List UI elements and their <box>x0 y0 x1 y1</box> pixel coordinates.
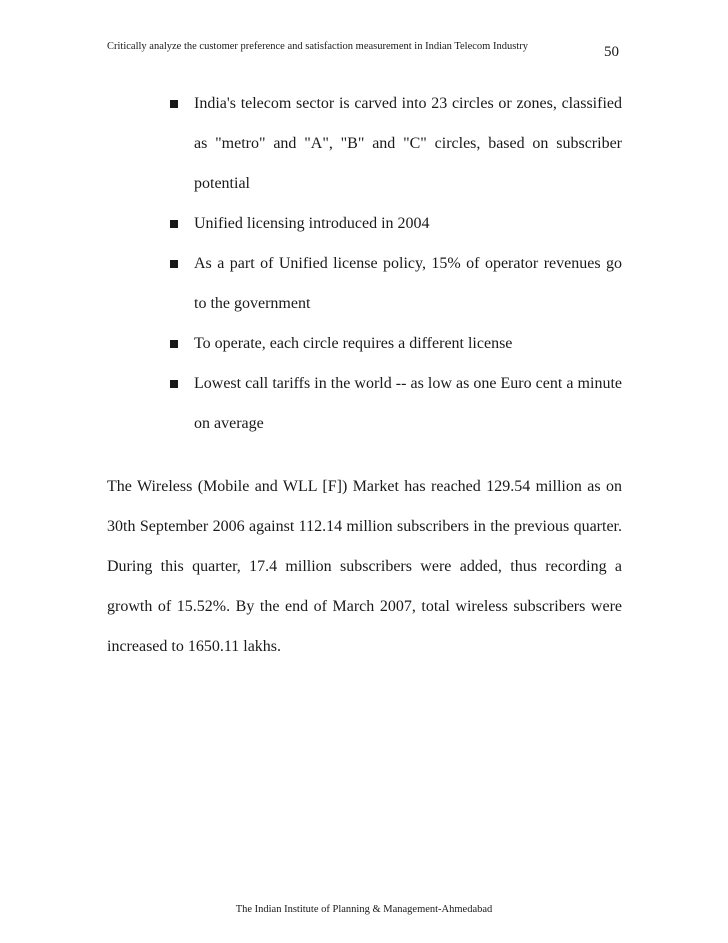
bullet-text: Unified licensing introduced in 2004 <box>194 215 430 232</box>
bullet-item <box>170 204 622 244</box>
bullet-item <box>170 84 622 204</box>
square-bullet-icon <box>170 260 178 268</box>
square-bullet-icon <box>170 220 178 228</box>
bullet-text: As a part of Unified license policy, 15% of operator revenues go to the government <box>194 255 622 312</box>
bullet-text: To operate, each circle requires a different license <box>194 335 513 352</box>
square-bullet-icon <box>170 100 178 108</box>
bullet-item <box>170 324 622 364</box>
page-number: 50 <box>604 44 619 60</box>
bullet-text: India's telecom sector is carved into 23 circles or zones, classified as "metro" and "A", "B" and "C" circles, based on subscriber potential <box>194 95 622 192</box>
square-bullet-icon <box>170 340 178 348</box>
square-bullet-icon <box>170 380 178 388</box>
page-footer: The Indian Institute of Planning & Management-Ahmedabad <box>235 904 493 915</box>
bullet-item <box>170 244 622 324</box>
body-paragraph: The Wireless (Mobile and WLL [F]) Market has reached 129.54 million as on 30th September 2006 against 112.14 million subscribers in the previous quarter. During this quarter, 17.4 million subscribers were added, thus recording a growth of 15.52%. By the end of March 2007, total wireless subscribers were increased to 1650.11 lakhs. <box>107 478 622 655</box>
running-header: Critically analyze the customer preference and satisfaction measurement in Indian Telecom Industry <box>107 41 528 52</box>
bullet-item <box>170 364 622 444</box>
bullet-text: Lowest call tariffs in the world -- as low as one Euro cent a minute on average <box>194 375 622 432</box>
bullet-list <box>170 84 622 444</box>
